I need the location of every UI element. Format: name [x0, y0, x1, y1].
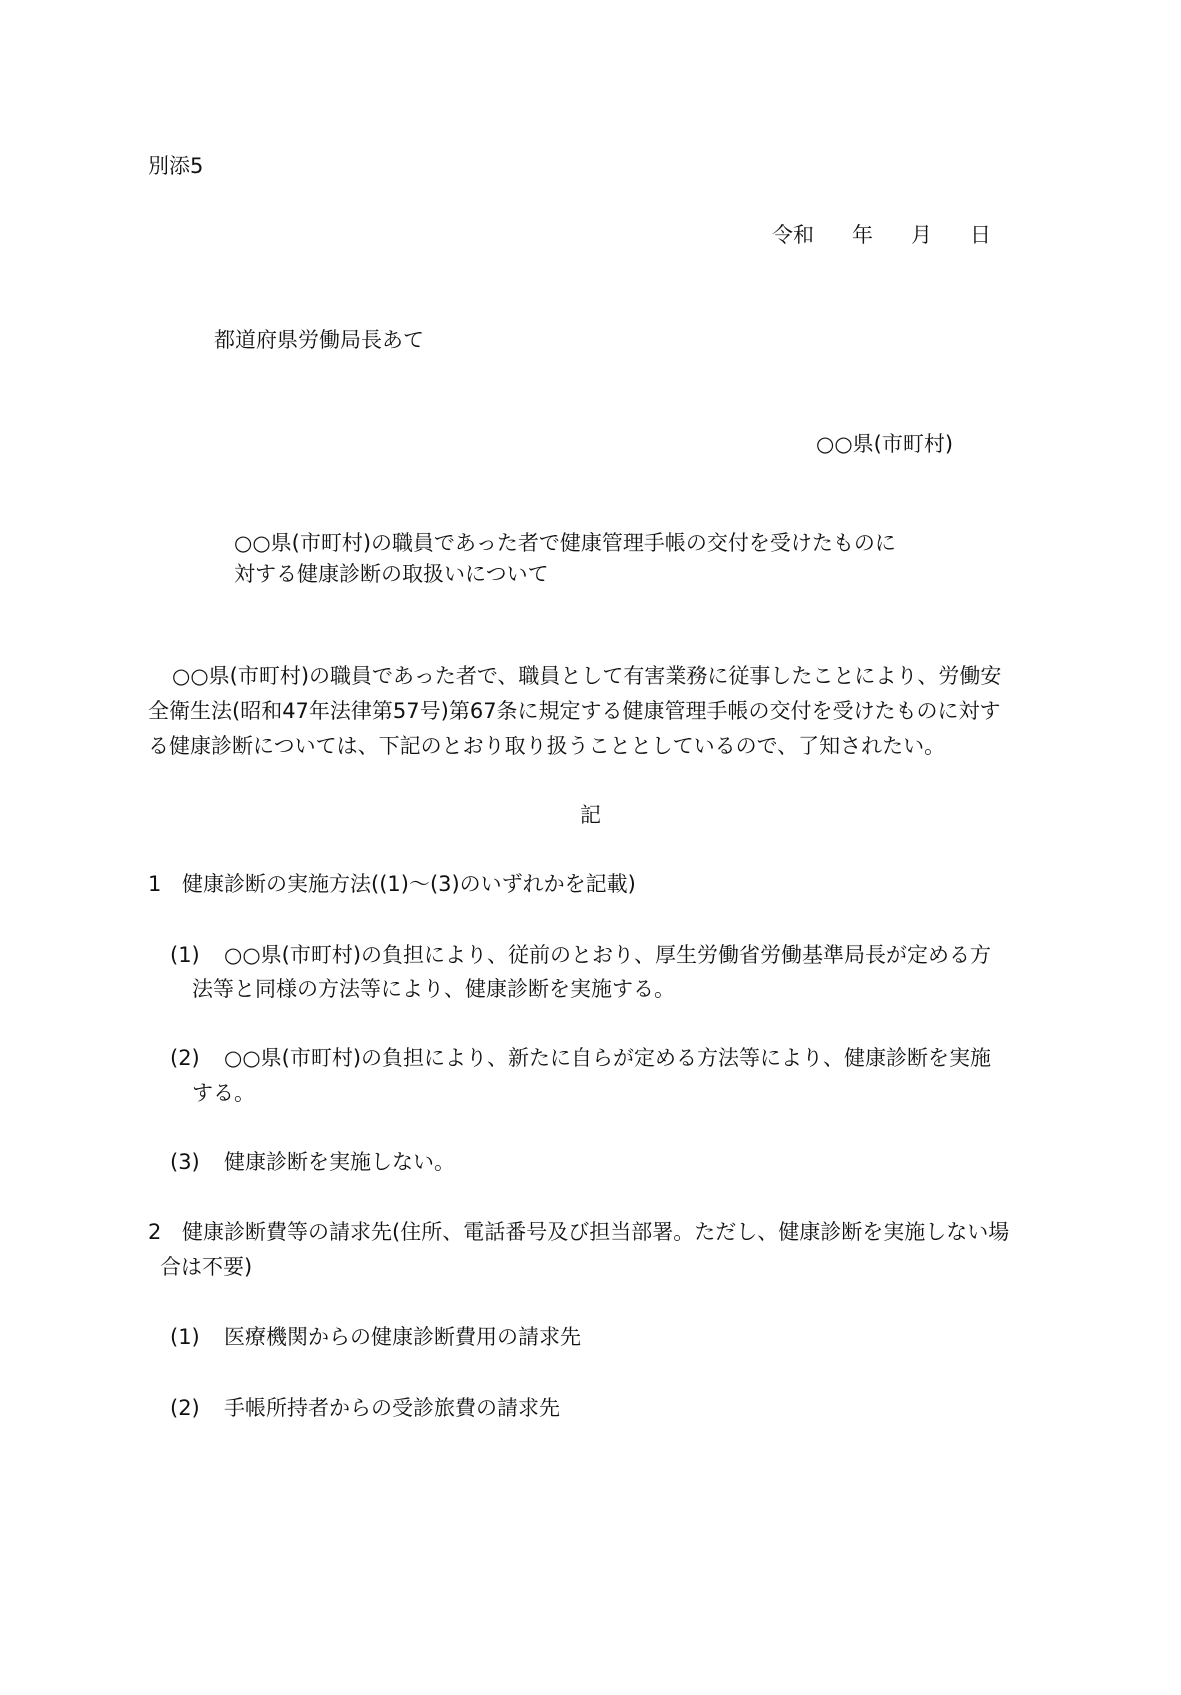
item-label: (2) [170, 1396, 200, 1420]
section-1-title: 健康診断の実施方法((1)～(3)のいずれかを記載) [182, 872, 636, 896]
section-1-item-3 [170, 1150, 455, 1175]
section-1-item-2-cont: する。 [192, 1081, 255, 1105]
section-1-item-2 [170, 1046, 991, 1071]
recipient: 都道府県労働局長あて [214, 328, 424, 352]
item-text: 医療機関からの健康診断費用の請求先 [224, 1325, 581, 1349]
section-2-heading [148, 1220, 1009, 1245]
section-1-item-1 [170, 943, 991, 968]
section-2-item-2 [170, 1396, 560, 1421]
annex-label: 別添5 [148, 154, 204, 178]
item-label: (3) [170, 1150, 200, 1174]
section-1-heading [148, 872, 636, 897]
item-label: (1) [170, 1325, 200, 1349]
section-1-number: 1 [148, 872, 162, 896]
item-text: 健康診断を実施しない。 [224, 1150, 455, 1174]
ki-heading: 記 [580, 803, 601, 827]
body-line-1: ○○県(市町村)の職員であった者で、職員として有害業務に従事したことにより、労働安 [172, 664, 1002, 688]
item-text: ○○県(市町村)の負担により、新たに自らが定める方法等により、健康診断を実施 [224, 1046, 992, 1070]
document-title-line-2: 対する健康診断の取扱いについて [234, 562, 549, 586]
date-line [772, 223, 991, 248]
item-text: ○○県(市町村)の負担により、従前のとおり、厚生労働省労働基準局長が定める方 [224, 943, 992, 967]
date-month: 月 [911, 223, 932, 247]
item-label: (1) [170, 943, 200, 967]
date-era: 令和 [772, 223, 814, 247]
item-label: (2) [170, 1046, 200, 1070]
section-2-number: 2 [148, 1220, 162, 1244]
body-line-3: る健康診断については、下記のとおり取り扱うこととしているので、了知されたい。 [148, 734, 946, 758]
section-2-item-1 [170, 1325, 581, 1350]
sender: ○○県(市町村) [816, 432, 954, 456]
body-line-2: 全衛生法(昭和47年法律第57号)第67条に規定する健康管理手帳の交付を受けたものに対す [148, 699, 1001, 723]
item-text: 手帳所持者からの受診旅費の請求先 [224, 1396, 560, 1420]
date-day: 日 [970, 223, 991, 247]
section-2-title: 健康診断費等の請求先(住所、電話番号及び担当部署。ただし、健康診断を実施しない場 [182, 1220, 1010, 1244]
section-2-heading-cont: 合は不要) [160, 1255, 253, 1279]
document-title-line-1: ○○県(市町村)の職員であった者で健康管理手帳の交付を受けたものに [234, 531, 896, 555]
section-1-item-1-cont: 法等と同様の方法等により、健康診断を実施する。 [192, 977, 675, 1001]
date-year: 年 [852, 223, 873, 247]
